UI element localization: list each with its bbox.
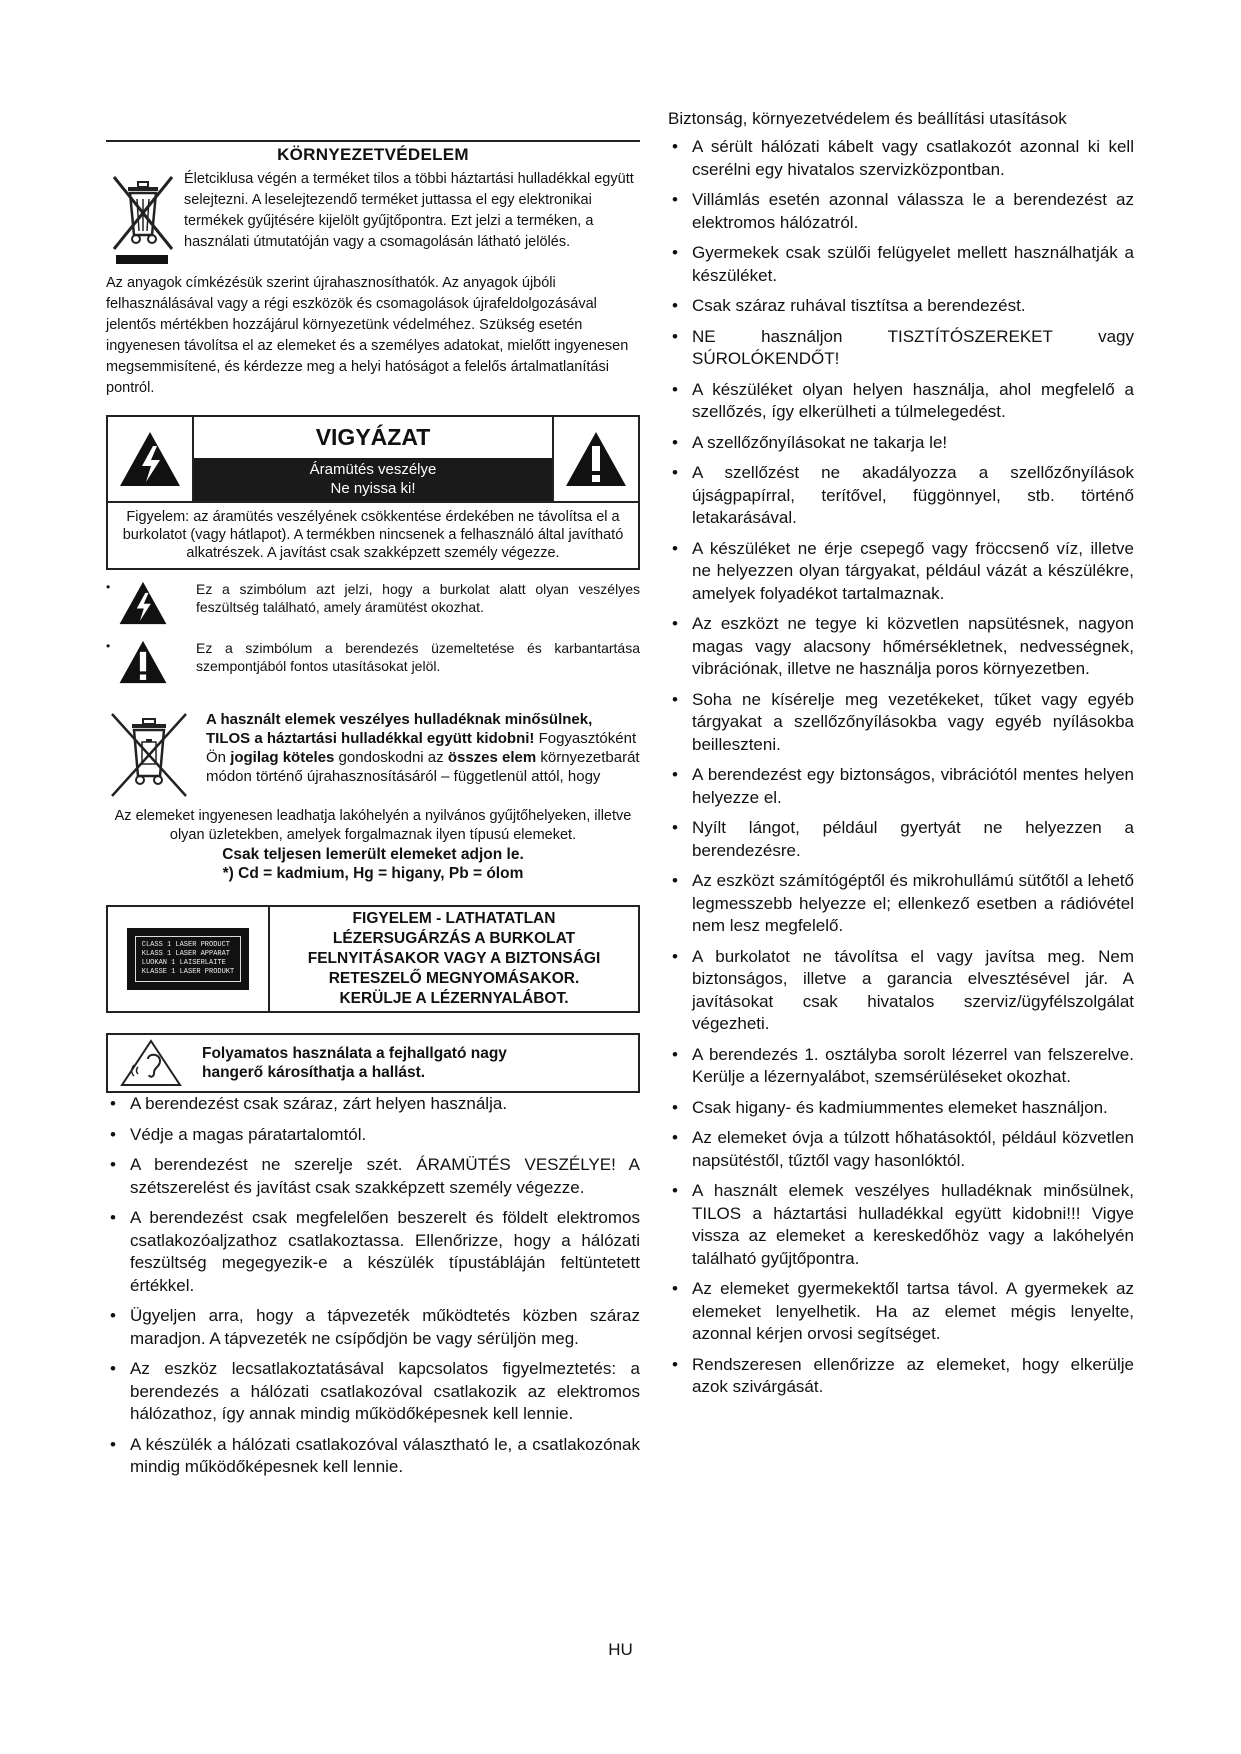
bullet-dot: •	[106, 580, 111, 594]
battery-section	[106, 710, 640, 807]
warning-band	[194, 458, 552, 501]
hearing-line: Folyamatos használata a fejhallgató nagy	[202, 1045, 507, 1062]
battery-normal-1: Fogyasztóként Ön	[206, 730, 637, 766]
battery-normal-2: gondoskodni az	[334, 749, 448, 766]
list-item: • Rendszeresen ellenőrizze az elemeket, hogy elkerülje azok szivárgását.	[668, 1354, 1134, 1399]
hearing-warning-text	[202, 1044, 507, 1082]
list-item: • Villámlás esetén azonnal válassza le a berendezést az elektromos hálózatról.	[668, 189, 1134, 234]
environment-header	[106, 169, 640, 270]
laser-text-line: RETESZELŐ MEGNYOMÁSAKOR.	[328, 970, 580, 987]
right-column	[668, 108, 1134, 1407]
list-item: • Csak száraz ruhával tisztítsa a berendezést.	[668, 295, 1134, 318]
laser-label-line: KLASS 1 LASER APPARAT	[141, 950, 230, 958]
list-item: • A készüléket olyan helyen használja, ahol megfelelő a szellőzés, így elkerülheti a túlmelegedést.	[668, 379, 1134, 424]
battery-collection-text: Az elemeket ingyenesen leadhatja lakóhelyén a nyilvános gyűjtőhelyeken, illetve olyan üzletekben, amelyek forgalmaznak ilyen típusú elemeket.	[114, 808, 632, 843]
battery-bold-2: jogilag köteles	[230, 749, 335, 766]
battery-bold-1: A használt elemek veszélyes hulladéknak minősülnek, TILOS a háztartási hulladékkal együtt kidobni!	[206, 711, 593, 747]
environment-text-disposal: Életciklusa végén a terméket tilos a többi háztartási hulladékkal együtt selejtezni. A leselejtezendő terméket juttassa el egy elektronikai termékek gyűjtésére kijelölt gyűjtőpontra. Ezt jelzi a terméken, a használati útmutatóján vagy a csomagolásán látható jelölés.	[184, 171, 634, 250]
list-item: • A sérült hálózati kábelt vagy csatlakozót azonnal ki kell cserélni egy hivatalos szervizközpontban.	[668, 136, 1134, 181]
list-item: • Ügyeljen arra, hogy a tápvezeték működtetés közben száraz maradjon. A tápvezeték ne csípődjön be vagy sérüljön meg.	[106, 1305, 640, 1350]
warning-box	[106, 415, 640, 570]
list-item: • A készüléket ne érje csepegő vagy fröccsenő víz, illetve ne helyezzen olyan tárgyakat, például vázát a készülékre, amelyek folyadékot tartalmaznak.	[668, 538, 1134, 606]
laser-text-line: FELNYITÁSAKOR VAGY A BIZTONSÁGI	[307, 950, 601, 967]
list-item: • A burkolatot ne távolítsa el vagy javítsa meg. Nem biztonságos, illetve a garancia elvesztésével jár. A javításokat csak hivatalos szerviz/ügyfélszolgálat végezheti.	[668, 946, 1134, 1036]
list-item: • A szellőzőnyílásokat ne takarja le!	[668, 432, 1134, 455]
laser-text-line: KERÜLJE A LÉZERNYALÁBOT.	[339, 990, 569, 1007]
laser-warning-text	[270, 907, 638, 1011]
laser-text-line: FIGYELEM - LATHATATLAN	[352, 910, 556, 927]
battery-normal-3: környezetbarát módon történő újrahasznosításáról – függetlenül attól, hogy	[206, 749, 640, 785]
list-item: • A berendezést csak száraz, zárt helyen használja.	[106, 1093, 640, 1116]
list-item: • A berendezést csak megfelelően beszerelt és földelt elektromos csatlakozóaljzathoz csatlakoztassa. Ellenőrizze, hogy a hálózati feszültség megegyezik-e a készülék típustábláján feltüntetett értékkel.	[106, 1207, 640, 1297]
lightning-symbol-icon	[118, 580, 176, 631]
symbol-explanation-exclamation	[106, 639, 640, 690]
list-item: • A szellőzést ne akadályozza a szellőzőnyílások újságpapírral, terítővel, függönnyel, stb. történő letakarásával.	[668, 462, 1134, 530]
list-item: • A készülék a hálózati csatlakozóval választható le, a csatlakozónak mindig működőképesnek kell lennie.	[106, 1434, 640, 1479]
laser-label-line: CLASS 1 LASER PRODUCT	[141, 941, 230, 949]
page-language-label: HU	[608, 1640, 633, 1659]
laser-label-text	[135, 936, 241, 982]
list-item: • A berendezést ne szerelje szét. ÁRAMÜTÉS VESZÉLYE! A szétszerelést és javítást csak szakképzett személy végezze.	[106, 1154, 640, 1199]
hearing-warning-box	[106, 1033, 640, 1093]
environment-text-recycling: Az anyagok címkézésük szerint újrahasznosíthatók. Az anyagok újbóli felhasználásával vagy a régi eszközök és csomagolások újrafeldolgozásával jelentős mértékben hozzájárul környezetünk védelméhez. Szükség esetén ingyenesen távolítsa el az elemeket és a személyes adatokat, mielőtt ingyenesen megsemmisítené, és kérdezze meg a helyi hatóságot a felelős ártalmatlanítási pontról.	[106, 275, 629, 396]
list-item: • A használt elemek veszélyes hulladéknak minősülnek, TILOS a háztartási hulladékkal együtt kidobni!!! Vigye vissza az elemeket a kereskedőhöz vagy a lakóhelyén található gyűjtőpontra.	[668, 1180, 1134, 1270]
warning-title: VIGYÁZAT	[315, 424, 431, 450]
battery-warning-text	[206, 710, 640, 807]
left-safety-list	[106, 1093, 640, 1479]
list-item: • A berendezést egy biztonságos, vibrációtól mentes helyen helyezze el.	[668, 764, 1134, 809]
hearing-warning-icon	[108, 1039, 194, 1087]
symbol-text-exclamation: Ez a szimbólum a berendezés üzemeltetése és karbantartása szempontjából fontos utasításokat jelöl.	[196, 640, 640, 674]
bullet-dot: •	[106, 639, 111, 653]
laser-warning-box	[106, 905, 640, 1013]
lightning-warning-icon	[108, 417, 192, 501]
hearing-line: hangerő károsíthatja a hallást.	[202, 1064, 426, 1081]
list-item: • Gyermekek csak szülői felügyelet mellett használhatják a készüléket.	[668, 242, 1134, 287]
list-item: • Az eszközt számítógéptől és mikrohullámú sütőtől a lehető legmesszebb helyezze el; ellenkező esetben a rádióvétel nem lesz megfelelő.	[668, 870, 1134, 938]
battery-empty-note: Csak teljesen lemerült elemeket adjon le.	[222, 846, 524, 863]
battery-bold-3: összes elem	[447, 749, 537, 766]
list-item: • Soha ne kísérelje meg vezetékeket, tűket vagy egyéb tárgyakat a szellőzőnyílásokba vagy egyéb nyílásokba beilleszteni.	[668, 689, 1134, 757]
exclamation-symbol-icon	[118, 639, 176, 690]
battery-chemical-legend: *) Cd = kadmium, Hg = higany, Pb = ólom	[222, 865, 524, 882]
list-item: • Az elemeket óvja a túlzott hőhatásoktól, például közvetlen napsütéstől, tűztől vagy hasonlóktól.	[668, 1127, 1134, 1172]
warning-body: Figyelem: az áramütés veszélyének csökkentése érdekében ne távolítsa el a burkolatot (vagy hátlapot). A termékben nincsenek a felhasználó által javítható alkatrészek. A javítást csak szakképzett személy végezze.	[122, 509, 624, 561]
environment-title: KÖRNYEZETVÉDELEM	[106, 140, 640, 165]
laser-label-line: KLASSE 1 LASER PRODUKT	[141, 968, 235, 976]
laser-text-line: LÉZERSUGÁRZÁS A BURKOLAT	[332, 930, 576, 947]
right-safety-list	[668, 136, 1134, 1399]
left-column	[106, 140, 640, 1487]
list-item: • NE használjon TISZTÍTÓSZEREKET vagy SÚROLÓKENDŐT!	[668, 326, 1134, 371]
list-item: • Az eszköz lecsatlakoztatásával kapcsolatos figyelmeztetés: a berendezés a hálózati csatlakozóval csatlakozik az elektromos hálózathoz, így annak mindig működőképesnek kell lennie.	[106, 1358, 640, 1426]
list-item: • Az elemeket gyermekektől tartsa távol. A gyermekek az elemeket lenyelhetik. Ha az elemet mégis lenyelte, azonnal kérjen orvosi segítséget.	[668, 1278, 1134, 1346]
list-item: • A berendezés 1. osztályba sorolt lézerrel van felszerelve. Kerülje a lézernyalábot, szemsérüléseket okozhat.	[668, 1044, 1134, 1089]
warning-title-area	[192, 417, 554, 501]
warning-band-line1: Áramütés veszélye	[309, 461, 437, 478]
crossed-bin-icon	[106, 169, 178, 270]
laser-class-label	[108, 907, 270, 1011]
list-item: • Nyílt lángot, például gyertyát ne helyezzen a berendezésre.	[668, 817, 1134, 862]
laser-label-line: LUOKAN 1 LAISERLAITE	[141, 959, 226, 967]
right-column-title: Biztonság, környezetvédelem és beállítási utasítások	[668, 109, 1067, 128]
warning-header	[108, 417, 638, 503]
list-item: • Védje a magas páratartalomtól.	[106, 1124, 640, 1147]
battery-bin-icon	[106, 710, 192, 807]
warning-band-line2: Ne nyissa ki!	[330, 480, 416, 497]
list-item: • Csak higany- és kadmiummentes elemeket használjon.	[668, 1097, 1134, 1120]
exclamation-warning-icon	[554, 417, 638, 501]
symbol-text-lightning: Ez a szimbólum azt jelzi, hogy a burkolat alatt olyan veszélyes feszültség található, amely áramütést okozhat.	[196, 581, 640, 615]
symbol-explanation-lightning	[106, 580, 640, 631]
list-item: • Az eszközt ne tegye ki közvetlen napsütésnek, nagyon magas vagy alacsony hőmérsékletnek, nedvességnek, vibrációnak, illetve ne használja poros környezetben.	[668, 613, 1134, 681]
